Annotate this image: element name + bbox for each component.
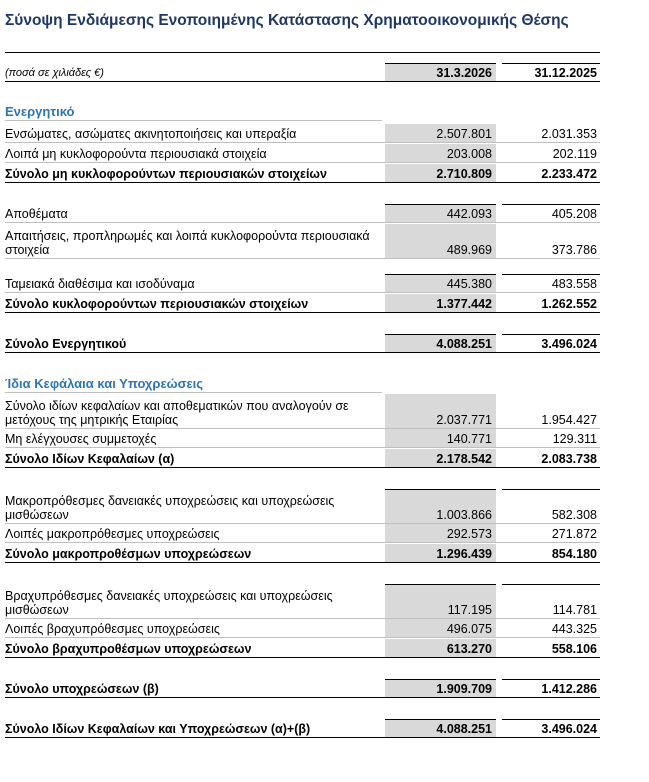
col-2025-cell	[502, 449, 600, 468]
value-2025: 271.872	[551, 527, 597, 541]
value-2026: 2.710.809	[436, 167, 492, 181]
cell-top-border	[385, 204, 496, 205]
col-2026-cell	[385, 63, 496, 82]
value-2026: 2.178.542	[436, 452, 492, 466]
value-2026: 4.088.251	[436, 722, 492, 736]
col-2026-cell	[385, 144, 496, 163]
table-row	[5, 429, 600, 448]
col-2026-cell	[385, 449, 496, 468]
col-2026-cell	[385, 394, 496, 429]
title-divider	[5, 52, 600, 53]
row-divider	[5, 542, 600, 543]
value-2025: 1.262.552	[541, 297, 597, 311]
col-2026-cell	[385, 224, 496, 259]
row-label: Σύνολο κυκλοφορούντων περιουσιακών στοιχείων	[5, 297, 309, 311]
col-2026-cell	[385, 274, 496, 293]
row-label: Μακροπρόθεσμες δανειακές υποχρεώσεις και υποχρεώσεις μισθώσεων	[5, 494, 335, 522]
row-divider	[5, 162, 600, 163]
value-2026: 1.296.439	[436, 547, 492, 561]
row-divider	[5, 292, 600, 293]
row-label: Αποθέματα	[5, 207, 68, 221]
row-divider	[5, 447, 600, 448]
value-2025: 582.308	[551, 508, 597, 522]
value-2025: 114.781	[552, 603, 597, 617]
row-label: Λοιπές μακροπρόθεσμες υποχρεώσεις	[5, 527, 220, 541]
value-2025: 1.412.286	[541, 682, 597, 696]
cell-top-border	[385, 334, 496, 335]
value-2025: 483.558	[551, 277, 597, 291]
table-row	[5, 394, 600, 429]
value-2026: 1.909.709	[436, 682, 492, 696]
table-row	[5, 144, 600, 163]
row-label: Ενσώματες, ασώματες ακινητοποιήσεις και υπεραξία	[5, 127, 297, 141]
cell-top-border	[385, 489, 496, 490]
col-2025-cell	[502, 204, 600, 223]
value-2026: 31.3.2026	[436, 66, 492, 80]
cell-top-border	[502, 719, 600, 720]
row-label: Σύνολο Ιδίων Κεφαλαίων (α)	[5, 452, 175, 466]
cell-top-border	[385, 63, 496, 64]
table-row	[5, 274, 600, 293]
value-2026: 613.270	[446, 642, 492, 656]
table-row	[5, 584, 600, 619]
table-row	[5, 679, 600, 698]
col-2025-cell	[502, 63, 600, 82]
col-2025-cell	[502, 394, 600, 429]
cell-top-border	[385, 584, 496, 585]
value-2026: 1.003.866	[436, 508, 492, 522]
row-label: Λοιπές βραχυπρόθεσμες υποχρεώσεις	[5, 622, 220, 636]
row-divider	[5, 697, 600, 698]
value-2025: 3.496.024	[541, 722, 597, 736]
col-2026-cell	[385, 489, 496, 524]
value-2025: 31.12.2025	[534, 66, 597, 80]
value-2026: 117.195	[447, 603, 492, 617]
row-divider	[5, 467, 600, 468]
col-2025-cell	[502, 274, 600, 293]
value-2025: 1.954.427	[541, 413, 597, 427]
row-label: Σύνολο Ιδίων Κεφαλαίων και Υποχρεώσεων (α)+(β)	[5, 722, 311, 736]
table-row	[5, 294, 600, 313]
table-row	[5, 63, 600, 82]
value-2025: 2.083.738	[541, 452, 597, 466]
col-2025-cell	[502, 334, 600, 353]
cell-top-border	[502, 63, 600, 64]
cell-top-border	[502, 274, 600, 275]
row-label: Ίδια Κεφάλαια και Υποχρεώσεις	[5, 376, 204, 391]
col-2025-cell	[502, 429, 600, 448]
cell-top-border	[502, 679, 600, 680]
table-row	[5, 619, 600, 638]
cell-top-border	[385, 274, 496, 275]
col-2025-cell	[502, 619, 600, 638]
col-2025-cell	[502, 544, 600, 563]
col-2026-cell	[385, 544, 496, 563]
row-divider	[5, 737, 600, 738]
table-row	[5, 639, 600, 658]
col-2025-cell	[502, 489, 600, 524]
value-2025: 558.106	[551, 642, 597, 656]
value-2026: 292.573	[446, 527, 492, 541]
cell-top-border	[502, 334, 600, 335]
value-2026: 496.075	[446, 622, 492, 636]
value-2025: 3.496.024	[541, 337, 597, 351]
col-2025-cell	[502, 524, 600, 543]
value-2025: 202.119	[552, 147, 597, 161]
table-row	[5, 124, 600, 143]
table-row	[5, 524, 600, 543]
row-label: Ταμειακά διαθέσιμα και ισοδύναμα	[5, 277, 195, 291]
table-row	[5, 102, 600, 121]
table-row	[5, 374, 600, 393]
row-divider	[5, 562, 600, 563]
table-row	[5, 224, 600, 259]
col-2025-cell	[502, 719, 600, 738]
table-row	[5, 544, 600, 563]
cell-top-border	[502, 489, 600, 490]
row-label: Μη ελέγχουσες συμμετοχές	[5, 432, 157, 446]
row-divider	[5, 222, 600, 223]
col-2026-cell	[385, 204, 496, 223]
col-2025-cell	[502, 144, 600, 163]
row-label: Λοιπά μη κυκλοφορούντα περιουσιακά στοιχεία	[5, 147, 267, 161]
row-label: Απαιτήσεις, προπληρωμές και λοιπά κυκλοφορούντα περιουσιακά στοιχεία	[5, 229, 370, 257]
col-2026-cell	[385, 524, 496, 543]
value-2026: 203.008	[446, 147, 492, 161]
table-row	[5, 719, 600, 738]
col-2026-cell	[385, 619, 496, 638]
col-2025-cell	[502, 164, 600, 183]
value-2026: 489.969	[446, 243, 492, 257]
table-row	[5, 204, 600, 223]
col-2026-cell	[385, 124, 496, 143]
row-label: Σύνολο μακροπροθέσμων υποχρεώσεων	[5, 547, 252, 561]
row-divider	[5, 81, 600, 82]
row-divider	[5, 312, 600, 313]
value-2026: 2.037.771	[436, 413, 492, 427]
page-title: Σύνοψη Ενδιάμεσης Ενοποιημένης Κατάστασης Χρηματοοικονομικής Θέσης	[5, 12, 569, 29]
value-2025: 2.233.472	[541, 167, 597, 181]
row-divider	[5, 120, 382, 121]
row-divider	[5, 657, 600, 658]
table-row	[5, 449, 600, 468]
col-2025-cell	[502, 679, 600, 698]
cell-top-border	[385, 679, 496, 680]
row-divider	[5, 352, 600, 353]
cell-top-border	[502, 584, 600, 585]
row-divider	[5, 142, 600, 143]
row-label: Σύνολο Ενεργητικού	[5, 337, 127, 351]
col-2026-cell	[385, 639, 496, 658]
value-2025: 2.031.353	[541, 127, 597, 141]
row-label: Σύνολο βραχυπροθέσμων υποχρεώσεων	[5, 642, 252, 656]
col-2026-cell	[385, 164, 496, 183]
value-2026: 4.088.251	[436, 337, 492, 351]
row-label: (ποσά σε χιλιάδες €)	[5, 67, 104, 79]
col-2026-cell	[385, 334, 496, 353]
cell-top-border	[385, 719, 496, 720]
col-2026-cell	[385, 719, 496, 738]
col-2025-cell	[502, 584, 600, 619]
value-2026: 2.507.801	[436, 127, 492, 141]
col-2025-cell	[502, 224, 600, 259]
col-2025-cell	[502, 294, 600, 313]
value-2025: 405.208	[551, 207, 597, 221]
value-2026: 1.377.442	[436, 297, 492, 311]
value-2025: 854.180	[551, 547, 597, 561]
table-row	[5, 489, 600, 524]
cell-top-border	[502, 204, 600, 205]
row-divider	[5, 637, 600, 638]
row-label: Σύνολο ιδίων κεφαλαίων και αποθεματικών που αναλογούν σε μετόχους της μητρικής Εταιρίας	[5, 399, 349, 427]
row-divider	[5, 392, 382, 393]
value-2025: 443.325	[551, 622, 597, 636]
value-2026: 140.771	[446, 432, 492, 446]
value-2025: 129.311	[552, 432, 597, 446]
value-2025: 373.786	[551, 243, 597, 257]
col-2026-cell	[385, 294, 496, 313]
row-divider	[5, 182, 600, 183]
row-label: Σύνολο μη κυκλοφορούντων περιουσιακών στοιχείων	[5, 167, 327, 181]
row-label: Ενεργητικό	[5, 104, 75, 119]
row-label: Βραχυπρόθεσμες δανειακές υποχρεώσεις και υποχρεώσεις μισθώσεων	[5, 589, 333, 617]
value-2026: 445.380	[446, 277, 492, 291]
col-2026-cell	[385, 679, 496, 698]
col-2026-cell	[385, 429, 496, 448]
col-2025-cell	[502, 639, 600, 658]
table-row	[5, 334, 600, 353]
table-row	[5, 164, 600, 183]
row-divider	[5, 258, 600, 259]
value-2026: 442.093	[446, 207, 492, 221]
col-2026-cell	[385, 584, 496, 619]
row-label: Σύνολο υποχρεώσεων (β)	[5, 682, 159, 696]
col-2025-cell	[502, 124, 600, 143]
